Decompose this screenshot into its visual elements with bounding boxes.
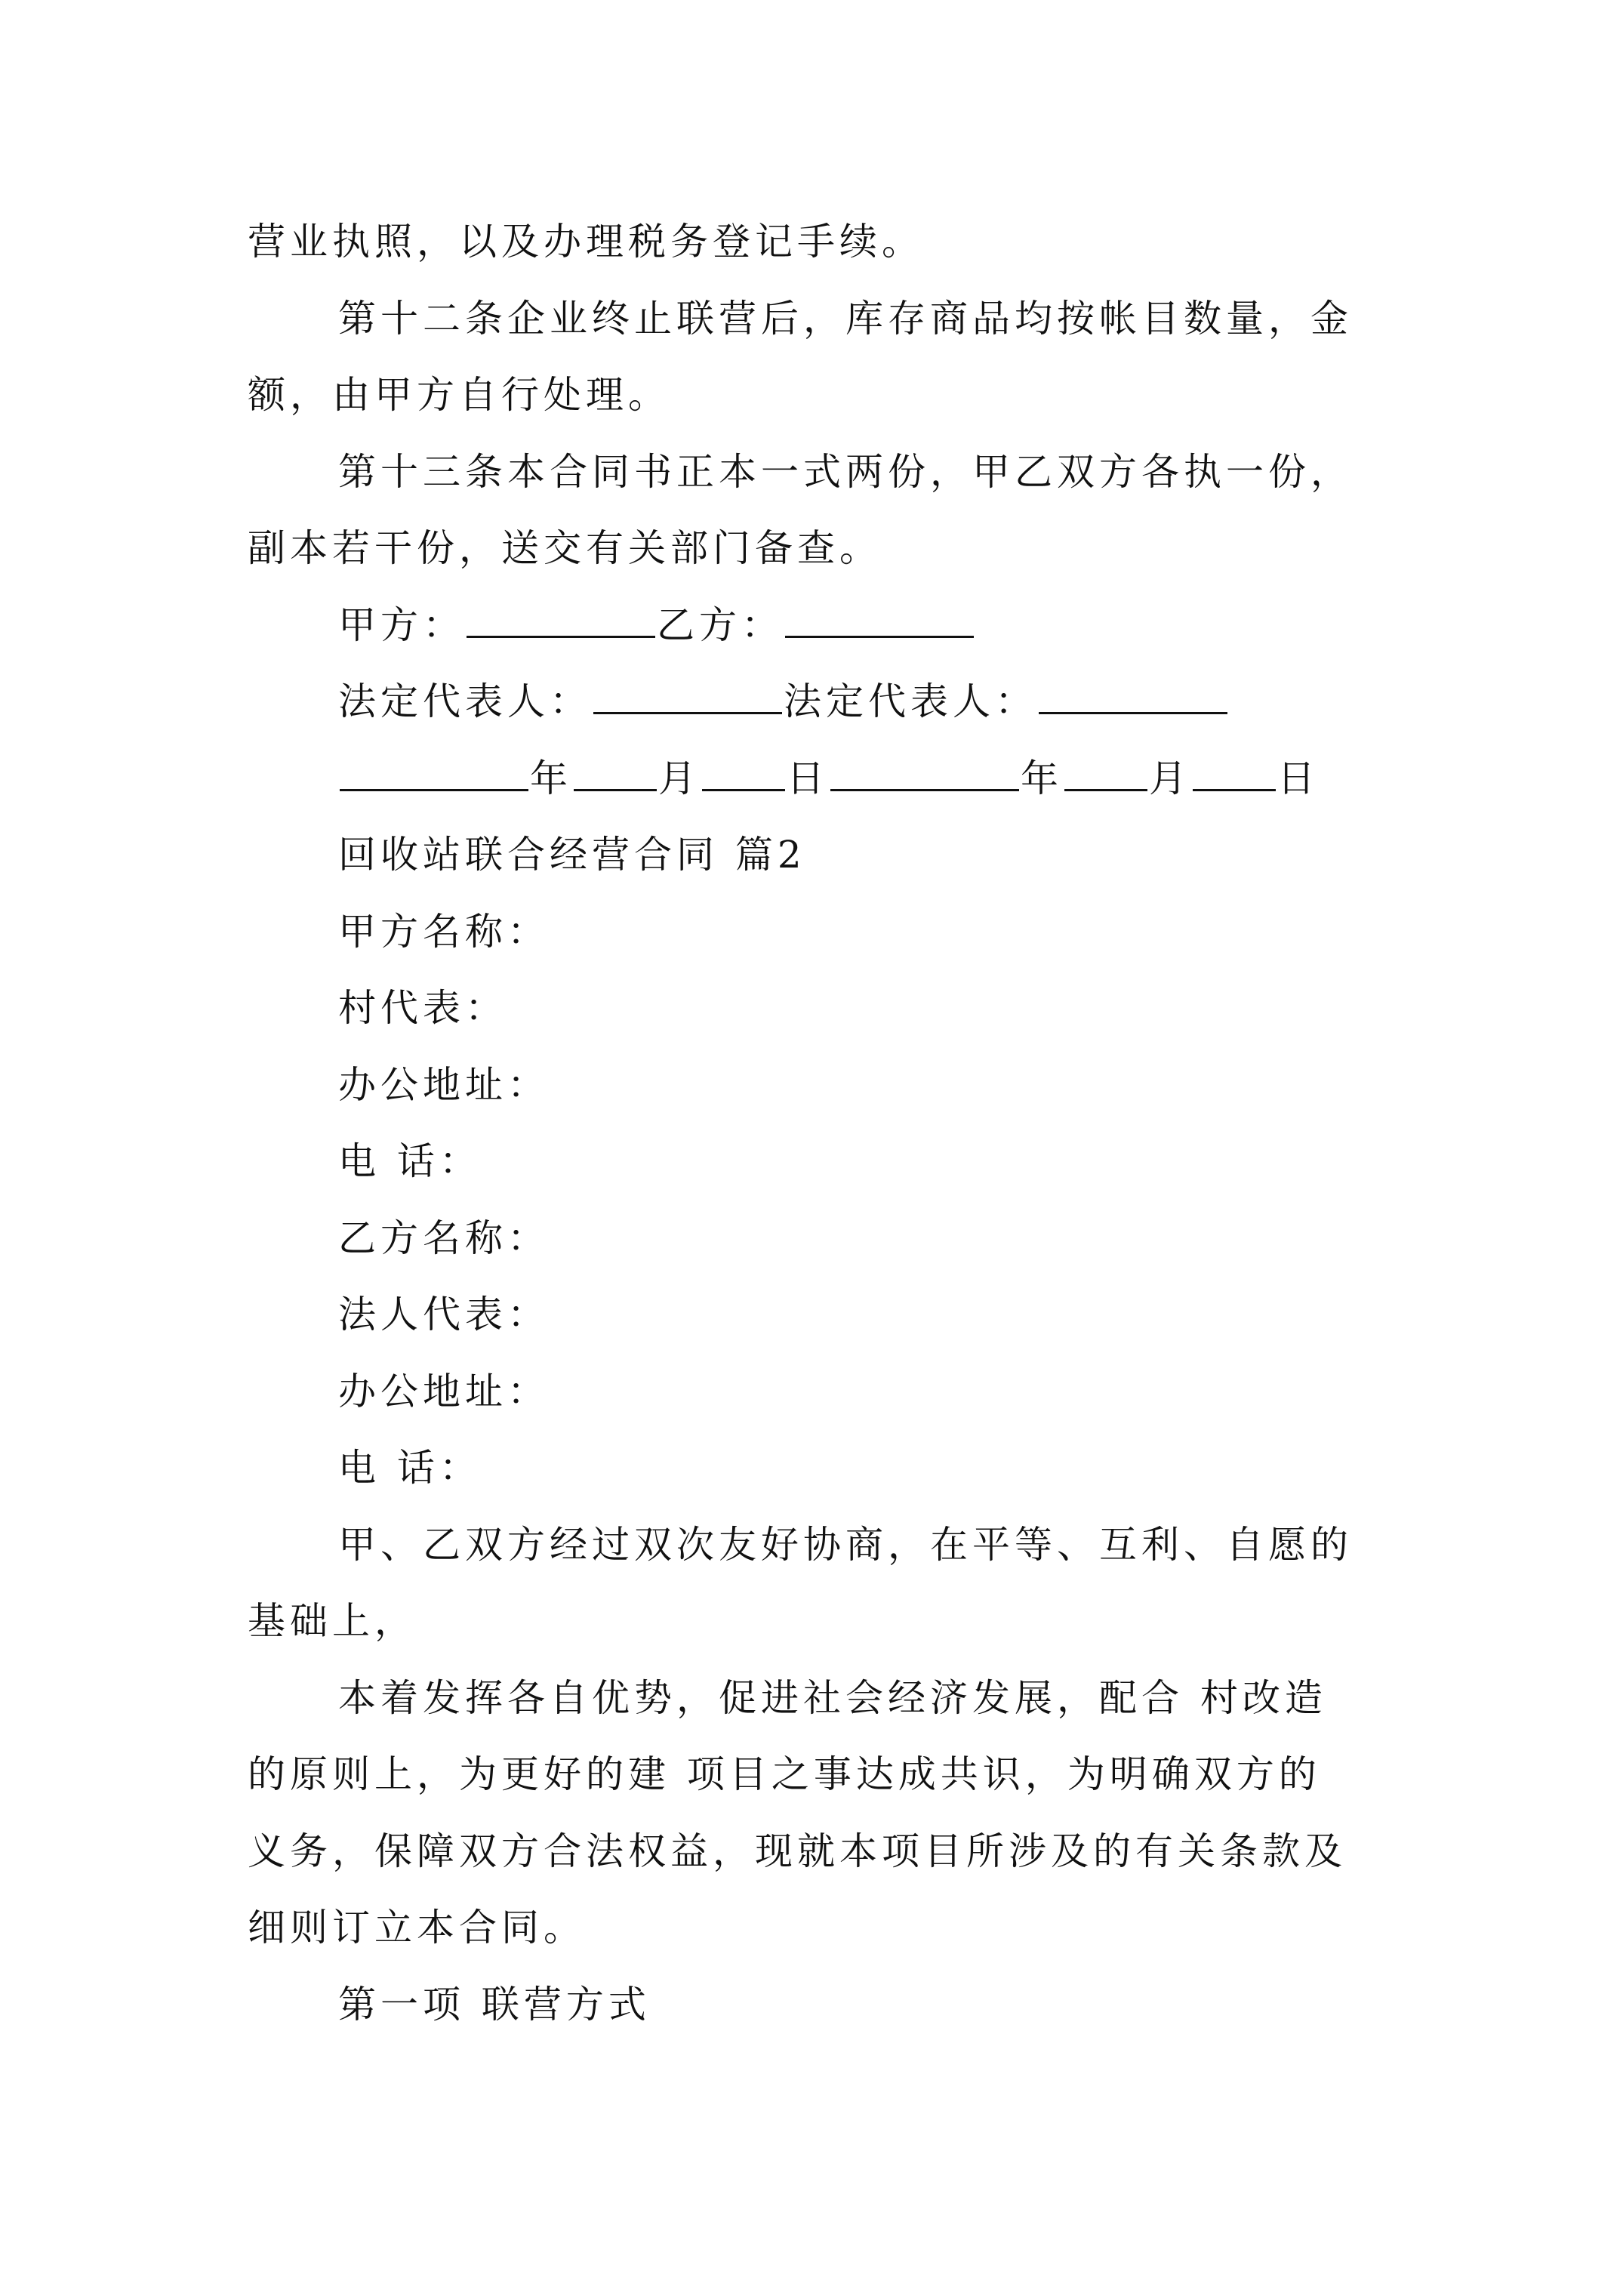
date-a-year: 年 (530, 757, 572, 800)
paragraph-line: 营业执照，以及办理税务登记手续。 (248, 220, 924, 264)
party-a-label: 甲方： (338, 603, 465, 647)
body-line: 甲、乙双方经过双次友好协商，在平等、互利、自愿的 (338, 1523, 1353, 1567)
paragraph-line: 副本若干份，送交有关部门备查。 (248, 526, 882, 570)
date-a-day-blank (702, 756, 785, 791)
signature-reps-line (338, 679, 1229, 724)
party-b-blank (785, 603, 974, 638)
body-line: 基础上， (248, 1599, 417, 1643)
date-b-month-blank (1064, 756, 1147, 791)
party-a-blank (467, 603, 655, 638)
paragraph-line: 第十二条企业终止联营后，库存商品均按帐目数量，金 (338, 297, 1353, 341)
field-label: 甲方名称： (338, 910, 550, 954)
date-b-year: 年 (1021, 757, 1063, 800)
legal-rep-a-label: 法定代表人： (338, 680, 592, 723)
body-line: 本着发挥各自优势，促进社会经济发展，配合 村改造 (338, 1676, 1327, 1720)
signature-parties-line (338, 603, 975, 648)
date-a-day: 日 (787, 757, 829, 800)
date-b-day-blank (1193, 756, 1276, 791)
paragraph-line: 第十三条本合同书正本一式两份，甲乙双方各执一份， (338, 450, 1353, 494)
field-label: 电 话： (338, 1446, 482, 1490)
section-title: 回收站联合经营合同 篇2 (338, 833, 806, 877)
field-label: 乙方名称： (338, 1216, 550, 1260)
body-line: 细则订立本合同。 (248, 1906, 586, 1949)
body-line: 的原则上，为更好的建 项目之事达成共识，为明确双方的 (248, 1752, 1321, 1796)
paragraph-line: 额，由甲方自行处理。 (248, 373, 670, 417)
legal-rep-a-blank (593, 679, 782, 714)
legal-rep-b-blank (1039, 679, 1227, 714)
field-label: 村代表： (338, 986, 507, 1030)
legal-rep-b-label: 法定代表人： (784, 680, 1037, 723)
date-b-month: 月 (1149, 757, 1191, 800)
field-label: 电 话： (338, 1139, 482, 1183)
date-b-blank (830, 756, 1019, 791)
field-label: 法人代表： (338, 1293, 550, 1336)
section-heading: 第一项 联营方式 (338, 1983, 651, 2026)
field-label: 办公地址： (338, 1370, 550, 1413)
signature-dates-line (338, 756, 1320, 801)
date-a-month: 月 (658, 757, 701, 800)
date-a-blank (340, 756, 528, 791)
field-label: 办公地址： (338, 1063, 550, 1107)
date-b-day: 日 (1277, 757, 1320, 800)
body-line: 义务，保障双方合法权益，现就本项目所涉及的有关条款及 (248, 1829, 1347, 1873)
date-a-month-blank (574, 756, 657, 791)
party-b-label: 乙方： (657, 603, 784, 647)
